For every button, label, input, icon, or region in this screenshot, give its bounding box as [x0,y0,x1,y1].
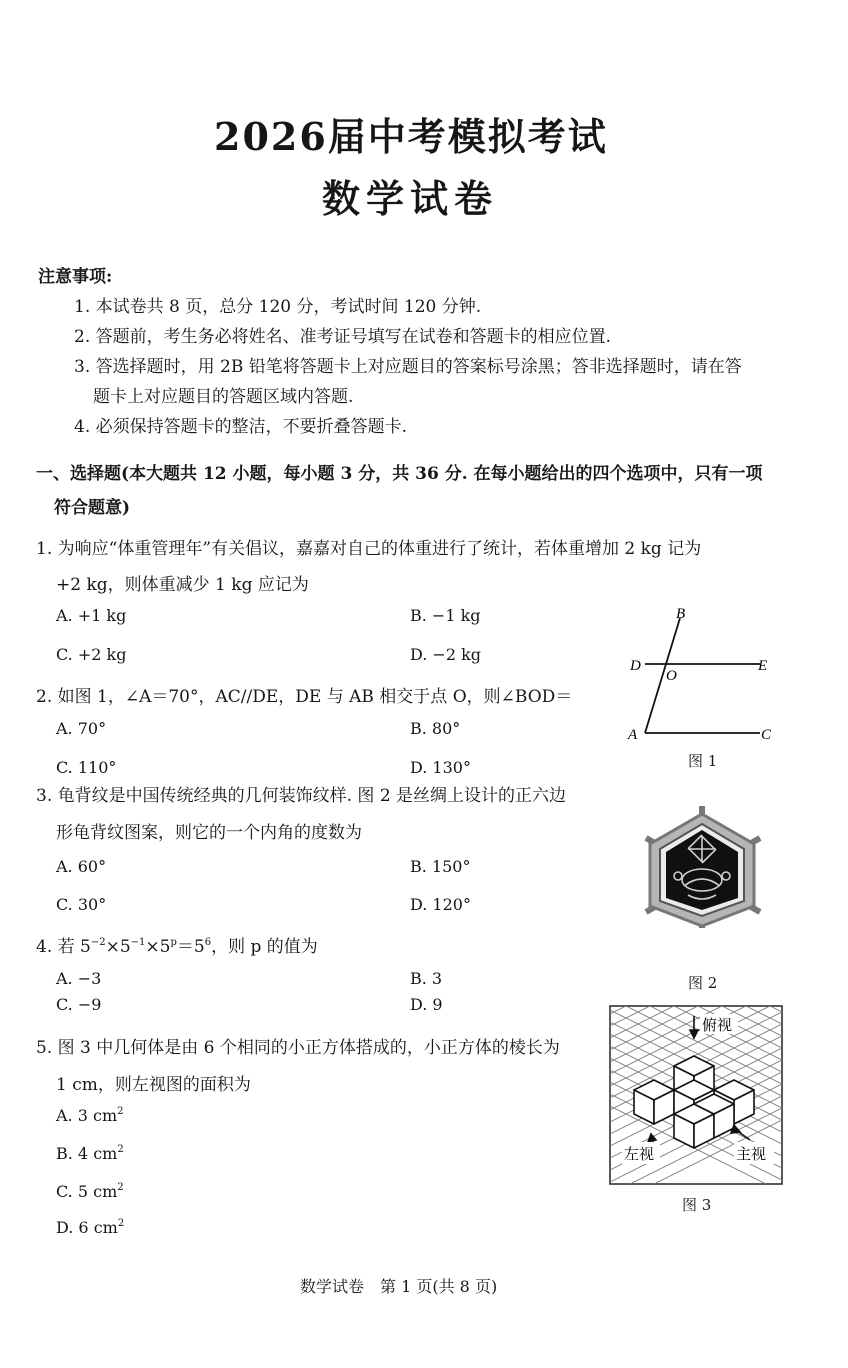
notice-item-3: 3. 答选择题时，用 2B 铅笔将答题卡上对应题目的答案标号涂黑；答非选择题时，请在答 [74,357,742,377]
figure-1-caption: 图 1 [688,752,718,770]
question-5-option-d: D. 6 $cm^2$ [56,1218,125,1237]
question-2-option-c: C. 110° [56,758,117,777]
question-5-option-b: B. 4 $cm^2$ [56,1144,124,1163]
figure-3-cube-views [610,1006,782,1184]
question-1-option-a: A. +1 kg [56,606,127,625]
question-2-stem: 2. 如图 1，∠A＝70°，AC//DE，DE 与 AB 相交于点 O，则∠BOD＝ [36,687,573,707]
question-3-option-b: B. 150° [410,857,471,876]
question-4-option-b: B. 3 [410,969,443,988]
question-1-option-d: D. −2 kg [410,645,482,664]
section-heading: 一、选择题(本大题共 12 小题，每小题 3 分，共 36 分. 在每小题给出的四个选项中，只有一项 [36,464,763,484]
notice-item-3-cont: 题卡上对应题目的答题区域内答题. [93,387,354,407]
label-top-view: 俯视 [702,1016,733,1034]
question-3-stem: 3. 龟背纹是中国传统经典的几何装饰纹样. 图 2 是丝绸上设计的正六边 [36,786,567,806]
section-heading-cont: 符合题意) [54,498,131,518]
question-4-stem: 4. 若 $5^{-2}\times 5^{-1}\times 5^p=5^6$，则 p 的值为 [36,937,318,957]
question-4-option-a: A. −3 [56,969,102,988]
question-5-option-a: A. 3 $cm^2$ [56,1106,124,1125]
notice-item-2: 2. 答题前，考生务必将姓名、准考证号填写在试卷和答题卡的相应位置. [74,327,612,347]
label-b: B [676,606,686,622]
question-5-stem-cont: 1 cm，则左视图的面积为 [56,1075,251,1095]
question-2-option-b: B. 80° [410,719,461,738]
label-front-view: 主视 [736,1145,767,1163]
question-5-option-c: C. 5 $cm^2$ [56,1182,124,1201]
figure-1-diagram [620,606,780,743]
label-c: C [761,727,772,743]
question-3-option-a: A. 60° [56,857,107,876]
question-3-option-c: C. 30° [56,895,107,914]
question-4-option-d: D. 9 [410,995,443,1014]
question-4-option-c: C. −9 [56,995,102,1014]
figure-3-caption: 图 3 [682,1196,712,1214]
subject-title: 数学试卷 [322,176,499,221]
exam-title: 2026届中考模拟考试 [214,114,608,159]
question-1-option-b: B. −1 kg [410,606,481,625]
notice-heading: 注意事项: [38,267,113,287]
label-a: A [628,727,638,743]
notice-item-1: 1. 本试卷共 8 页，总分 120 分，考试时间 120 分钟. [74,297,482,317]
figure-2-caption: 图 2 [688,974,718,992]
label-o: O [666,668,677,684]
question-3-stem-cont: 形龟背纹图案，则它的一个内角的度数为 [56,823,362,843]
question-2-option-a: A. 70° [56,719,107,738]
question-1-stem-cont: +2 kg，则体重减少 1 kg 应记为 [56,575,309,595]
question-2-option-d: D. 130° [410,758,471,777]
page-footer: 数学试卷 第 1 页(共 8 页) [300,1277,498,1296]
notice-item-4: 4. 必须保持答题卡的整洁，不要折叠答题卡. [74,417,408,437]
question-5-stem: 5. 图 3 中几何体是由 6 个相同的小正方体搭成的，小正方体的棱长为 [36,1038,560,1058]
label-d: D [630,658,641,674]
question-3-option-d: D. 120° [410,895,471,914]
question-1-stem: 1. 为响应“体重管理年”有关倡议，嘉嘉对自己的体重进行了统计，若体重增加 2 kg 记为 [36,539,702,559]
label-left-view: 左视 [624,1145,655,1163]
question-1-option-c: C. +2 kg [56,645,127,664]
label-e: E [758,658,768,674]
figure-2-hexagon-pattern [636,800,772,930]
